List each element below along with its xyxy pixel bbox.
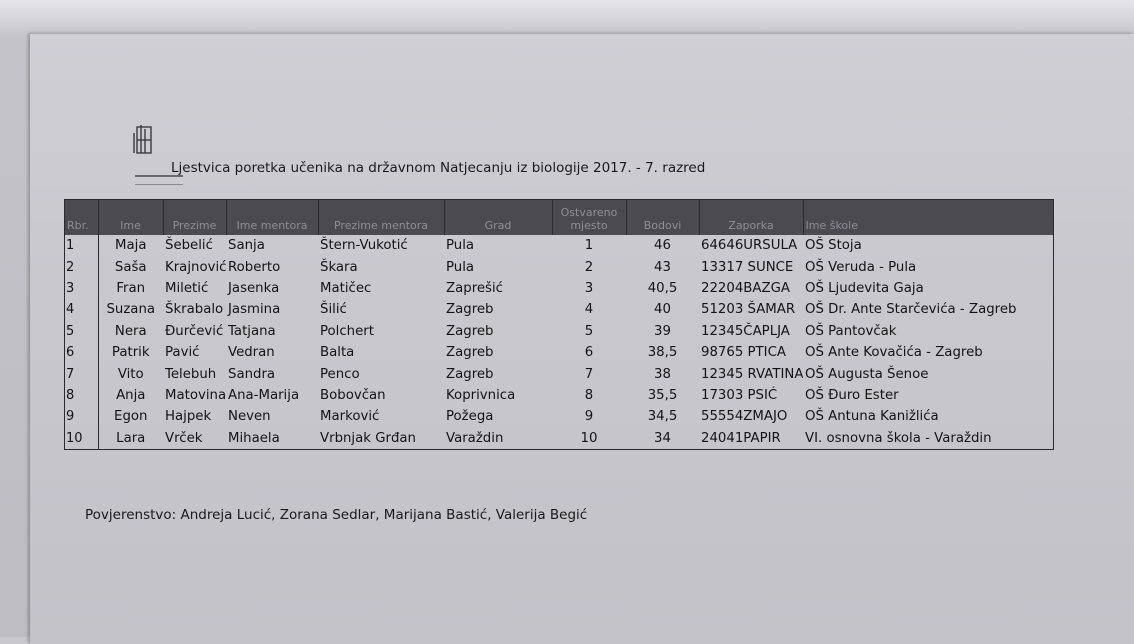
cell-grad: Zagreb — [446, 323, 494, 339]
cell-ime-mentora: Roberto — [228, 259, 281, 275]
cell-bodovi: 39 — [654, 323, 671, 339]
cell-mjesto: 3 — [584, 280, 594, 296]
cell-prezime: Matovina — [165, 387, 226, 403]
cell-zaporka: 12345ČAPLJA — [701, 323, 790, 339]
cell-grad: Pula — [446, 259, 475, 275]
cell-bodovi: 46 — [654, 238, 671, 254]
cell-ime: Vito — [117, 366, 144, 382]
cell-bodovi: 34,5 — [647, 409, 678, 425]
cell-mjesto: 4 — [584, 302, 594, 318]
cell-zaporka: 24041PAPIR — [701, 430, 781, 446]
cell-grad: Pula — [446, 238, 475, 254]
cell-bodovi: 40,5 — [647, 280, 678, 296]
cell-mjesto: 1 — [584, 238, 594, 254]
cell-mjesto: 2 — [584, 259, 594, 275]
logo-caption-line-2 — [135, 184, 183, 185]
cell-ime-mentora: Sanja — [228, 238, 265, 254]
cell-prezime: Šebelić — [165, 238, 213, 254]
cell-ime: Patrik — [111, 345, 150, 361]
cell-ime-mentora: Jasenka — [228, 280, 280, 296]
cell-grad: Koprivnica — [446, 387, 516, 403]
cell-prezime-mentora: Balta — [320, 345, 355, 361]
cell-rbr: 10 — [65, 428, 98, 449]
cell-rbr: 5 — [65, 321, 98, 342]
cell-prezime-mentora: Škara — [320, 259, 358, 275]
cell-zaporka: 12345 RVATINA — [701, 366, 803, 382]
cell-rbr: 9 — [65, 406, 98, 427]
cell-prezime-mentora: Šilić — [320, 302, 347, 318]
cell-ime: Fran — [116, 280, 146, 296]
cell-zaporka: 13317 SUNCE — [701, 259, 794, 275]
table-row — [65, 278, 1053, 299]
ranking-table — [64, 199, 1054, 450]
cell-mjesto: 10 — [580, 430, 598, 446]
cell-prezime-mentora: Bobovčan — [320, 387, 386, 403]
cell-prezime-mentora: Polchert — [320, 323, 374, 339]
cell-ime: Anja — [116, 387, 146, 403]
cell-prezime-mentora: Penco — [320, 366, 360, 382]
cell-zaporka: 17303 PSIĆ — [701, 387, 778, 403]
cell-zaporka: 98765 PTICA — [701, 345, 786, 361]
header-bodovi: Bodovi — [626, 200, 699, 235]
cell-grad: Zagreb — [446, 366, 494, 382]
cell-ime-mentora: Tatjana — [228, 323, 276, 339]
cell-rbr: 4 — [65, 299, 98, 320]
committee-footer: Povjerenstvo: Andreja Lucić, Zorana Sedlar, Marijana Bastić, Valerija Begić — [85, 507, 588, 523]
cell-mjesto: 9 — [584, 409, 594, 425]
cell-rbr: 7 — [65, 363, 98, 384]
cell-zaporka: 22204BAZGA — [701, 280, 791, 296]
cell-zaporka: 51203 ŠAMAR — [701, 302, 796, 318]
cell-ime: Nera — [114, 323, 147, 339]
cell-skola: OŠ Dr. Ante Starčevića - Zagreb — [805, 302, 1017, 318]
cell-skola: OŠ Ante Kovačića - Zagreb — [805, 345, 983, 361]
cell-mjesto: 8 — [584, 387, 594, 403]
cell-bodovi: 38 — [654, 366, 671, 382]
cell-prezime: Hajpek — [165, 409, 212, 425]
cell-skola: OŠ Veruda - Pula — [805, 259, 917, 275]
cell-skola: OŠ Ljudevita Gaja — [805, 280, 924, 296]
table-row — [65, 406, 1053, 427]
document-title: Ljestvica poretka učenika na državnom Natjecanju iz biologije 2017. - 7. razred — [171, 160, 706, 176]
header-ostvareno-mjesto — [552, 200, 626, 235]
cell-ime-mentora: Sandra — [228, 366, 276, 382]
cell-ime-mentora: Neven — [228, 409, 271, 425]
cell-grad: Zaprešić — [446, 280, 503, 296]
cell-skola: OŠ Đuro Ester — [805, 387, 899, 403]
header-rbr: Rbr. — [65, 200, 98, 235]
table-row — [65, 363, 1053, 384]
table-row — [65, 299, 1053, 320]
cell-prezime-mentora: Štern-Vukotić — [320, 238, 408, 254]
cell-rbr: 6 — [65, 342, 98, 363]
header-ime-mentora: Ime mentora — [226, 200, 318, 235]
header-ime: Ime — [98, 200, 163, 235]
cell-zaporka: 55554ZMAJO — [701, 409, 788, 425]
cell-rbr: 3 — [65, 278, 98, 299]
cell-prezime-mentora: Vrbnjak Grđan — [320, 430, 416, 446]
cell-grad: Varaždin — [446, 430, 504, 446]
header-prezime-mentora: Prezime mentora — [318, 200, 444, 235]
header-ime-skole: Ime škole — [803, 200, 1053, 235]
cell-bodovi: 38,5 — [647, 345, 678, 361]
cell-ime-mentora: Jasmina — [228, 302, 281, 318]
cell-ime-mentora: Mihaela — [228, 430, 280, 446]
cell-prezime: Miletić — [165, 280, 209, 296]
cell-prezime-mentora: Marković — [320, 409, 380, 425]
header-grad: Grad — [444, 200, 552, 235]
header-zaporka: Zaporka — [699, 200, 803, 235]
cell-zaporka: 64646URSULA — [701, 238, 798, 254]
cell-skola: OŠ Stoja — [805, 238, 862, 254]
cell-ime: Maja — [115, 238, 147, 254]
cell-grad: Zagreb — [446, 302, 494, 318]
cell-prezime: Škrabalo — [165, 302, 224, 318]
table-header-row — [65, 200, 1053, 235]
table-row — [65, 385, 1053, 406]
table-row — [65, 321, 1053, 342]
cell-skola: OŠ Pantovčak — [805, 323, 897, 339]
cell-mjesto: 7 — [584, 366, 594, 382]
table-row — [65, 342, 1053, 363]
cell-prezime: Krajnović — [165, 259, 226, 275]
cell-rbr: 2 — [65, 256, 98, 277]
header-mjesto-line2: mjesto — [570, 219, 608, 232]
cell-bodovi: 40 — [654, 302, 671, 318]
cell-grad: Požega — [446, 409, 494, 425]
cell-mjesto: 5 — [584, 323, 594, 339]
cell-skola: VI. osnovna škola - Varaždin — [805, 430, 992, 446]
table-row — [65, 235, 1053, 256]
ministry-logo-icon — [105, 95, 165, 165]
cell-rbr: 1 — [65, 235, 98, 256]
cell-grad: Zagreb — [446, 345, 494, 361]
cell-ime-mentora: Vedran — [228, 345, 275, 361]
table-row — [65, 256, 1053, 277]
cell-prezime: Telebuh — [165, 366, 217, 382]
cell-skola: OŠ Augusta Šenoe — [805, 366, 929, 382]
table-row — [65, 428, 1053, 449]
cell-ime: Lara — [116, 430, 146, 446]
header-mjesto-line1: Ostvareno — [560, 206, 618, 219]
cell-skola: OŠ Antuna Kanižlića — [805, 409, 939, 425]
cell-prezime: Đurčević — [165, 323, 224, 339]
cell-ime: Suzana — [106, 302, 156, 318]
cell-ime: Saša — [114, 259, 147, 275]
header-prezime: Prezime — [163, 200, 226, 235]
table-body — [65, 235, 1053, 449]
cell-ime: Egon — [114, 409, 148, 425]
cell-rbr: 8 — [65, 385, 98, 406]
cell-prezime-mentora: Matičec — [320, 280, 372, 296]
cell-bodovi: 43 — [654, 259, 671, 275]
cell-mjesto: 6 — [584, 345, 594, 361]
cell-prezime: Vrček — [165, 430, 203, 446]
cell-bodovi: 34 — [654, 430, 671, 446]
cell-prezime: Pavić — [165, 345, 200, 361]
cell-bodovi: 35,5 — [647, 387, 678, 403]
cell-ime-mentora: Ana-Marija — [228, 387, 300, 403]
